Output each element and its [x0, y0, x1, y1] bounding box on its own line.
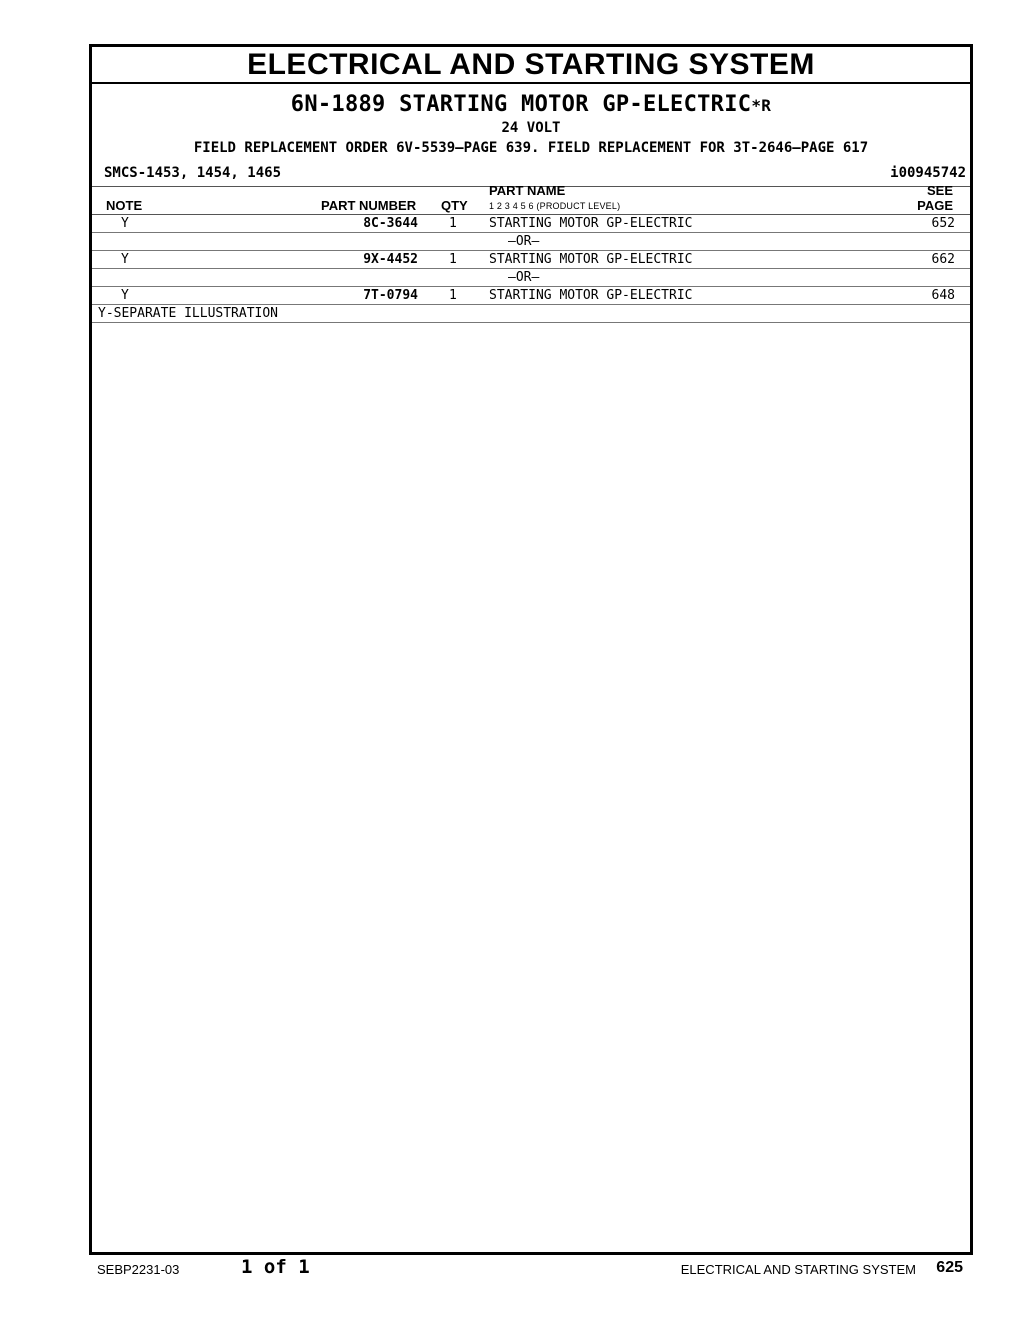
row-see-page: 662 — [931, 252, 955, 267]
row-see-page: 648 — [931, 288, 955, 303]
row-see-page: 652 — [931, 216, 955, 231]
group-title-text: 6N-1889 STARTING MOTOR GP-ELECTRIC — [290, 92, 752, 117]
footer-section: ELECTRICAL AND STARTING SYSTEM — [680, 1262, 916, 1277]
or-separator-row — [92, 269, 970, 287]
footer-page-number: 625 — [936, 1259, 963, 1276]
row-part-name: STARTING MOTOR GP-ELECTRIC — [489, 288, 693, 303]
table-header — [92, 183, 970, 215]
row-note: Y — [121, 216, 129, 231]
or-separator-row — [92, 233, 970, 251]
row-part-name: STARTING MOTOR GP-ELECTRIC — [489, 216, 693, 231]
illustration-id: i00945742 — [890, 165, 966, 181]
row-part-number: 9X-4452 — [363, 252, 418, 267]
group-subtitle: 24 VOLT — [501, 120, 561, 136]
page-footer — [0, 1256, 1020, 1286]
header-product-level: 1 2 3 4 5 6 (PRODUCT LEVEL) — [489, 201, 621, 211]
table-row — [92, 251, 970, 269]
table-row — [92, 287, 970, 305]
header-qty: QTY — [441, 198, 468, 213]
row-note: Y — [121, 288, 129, 303]
row-qty: 1 — [449, 252, 457, 267]
row-part-number: 7T-0794 — [363, 288, 418, 303]
row-note: Y — [121, 252, 129, 267]
header-note: NOTE — [106, 198, 143, 213]
page-frame — [89, 44, 973, 1255]
row-part-number: 8C-3644 — [363, 216, 418, 231]
row-qty: 1 — [449, 216, 457, 231]
or-separator: —OR— — [508, 234, 540, 249]
header-see: SEE — [926, 183, 953, 198]
smcs-codes: SMCS-1453, 1454, 1465 — [104, 165, 282, 181]
header-part-name: PART NAME — [489, 183, 566, 198]
group-title-suffix: *R — [751, 96, 772, 115]
row-qty: 1 — [449, 288, 457, 303]
table-row — [92, 215, 970, 233]
section-title: ELECTRICAL AND STARTING SYSTEM — [92, 47, 970, 84]
footer-doc-number: SEBP2231-03 — [97, 1262, 180, 1277]
table-footnote: Y-SEPARATE ILLUSTRATION — [92, 305, 970, 323]
field-replacement-note: FIELD REPLACEMENT ORDER 6V-5539—PAGE 639. FIELD REPLACEMENT FOR 3T-2646—PAGE 617 — [193, 140, 869, 156]
group-title — [92, 92, 970, 119]
header-page: PAGE — [917, 198, 953, 213]
smcs-row — [92, 162, 970, 184]
header-part-number: PART NUMBER — [321, 198, 417, 213]
row-part-name: STARTING MOTOR GP-ELECTRIC — [489, 252, 693, 267]
or-separator: —OR— — [508, 270, 540, 285]
footer-page-of: 1 of 1 — [241, 1256, 310, 1278]
